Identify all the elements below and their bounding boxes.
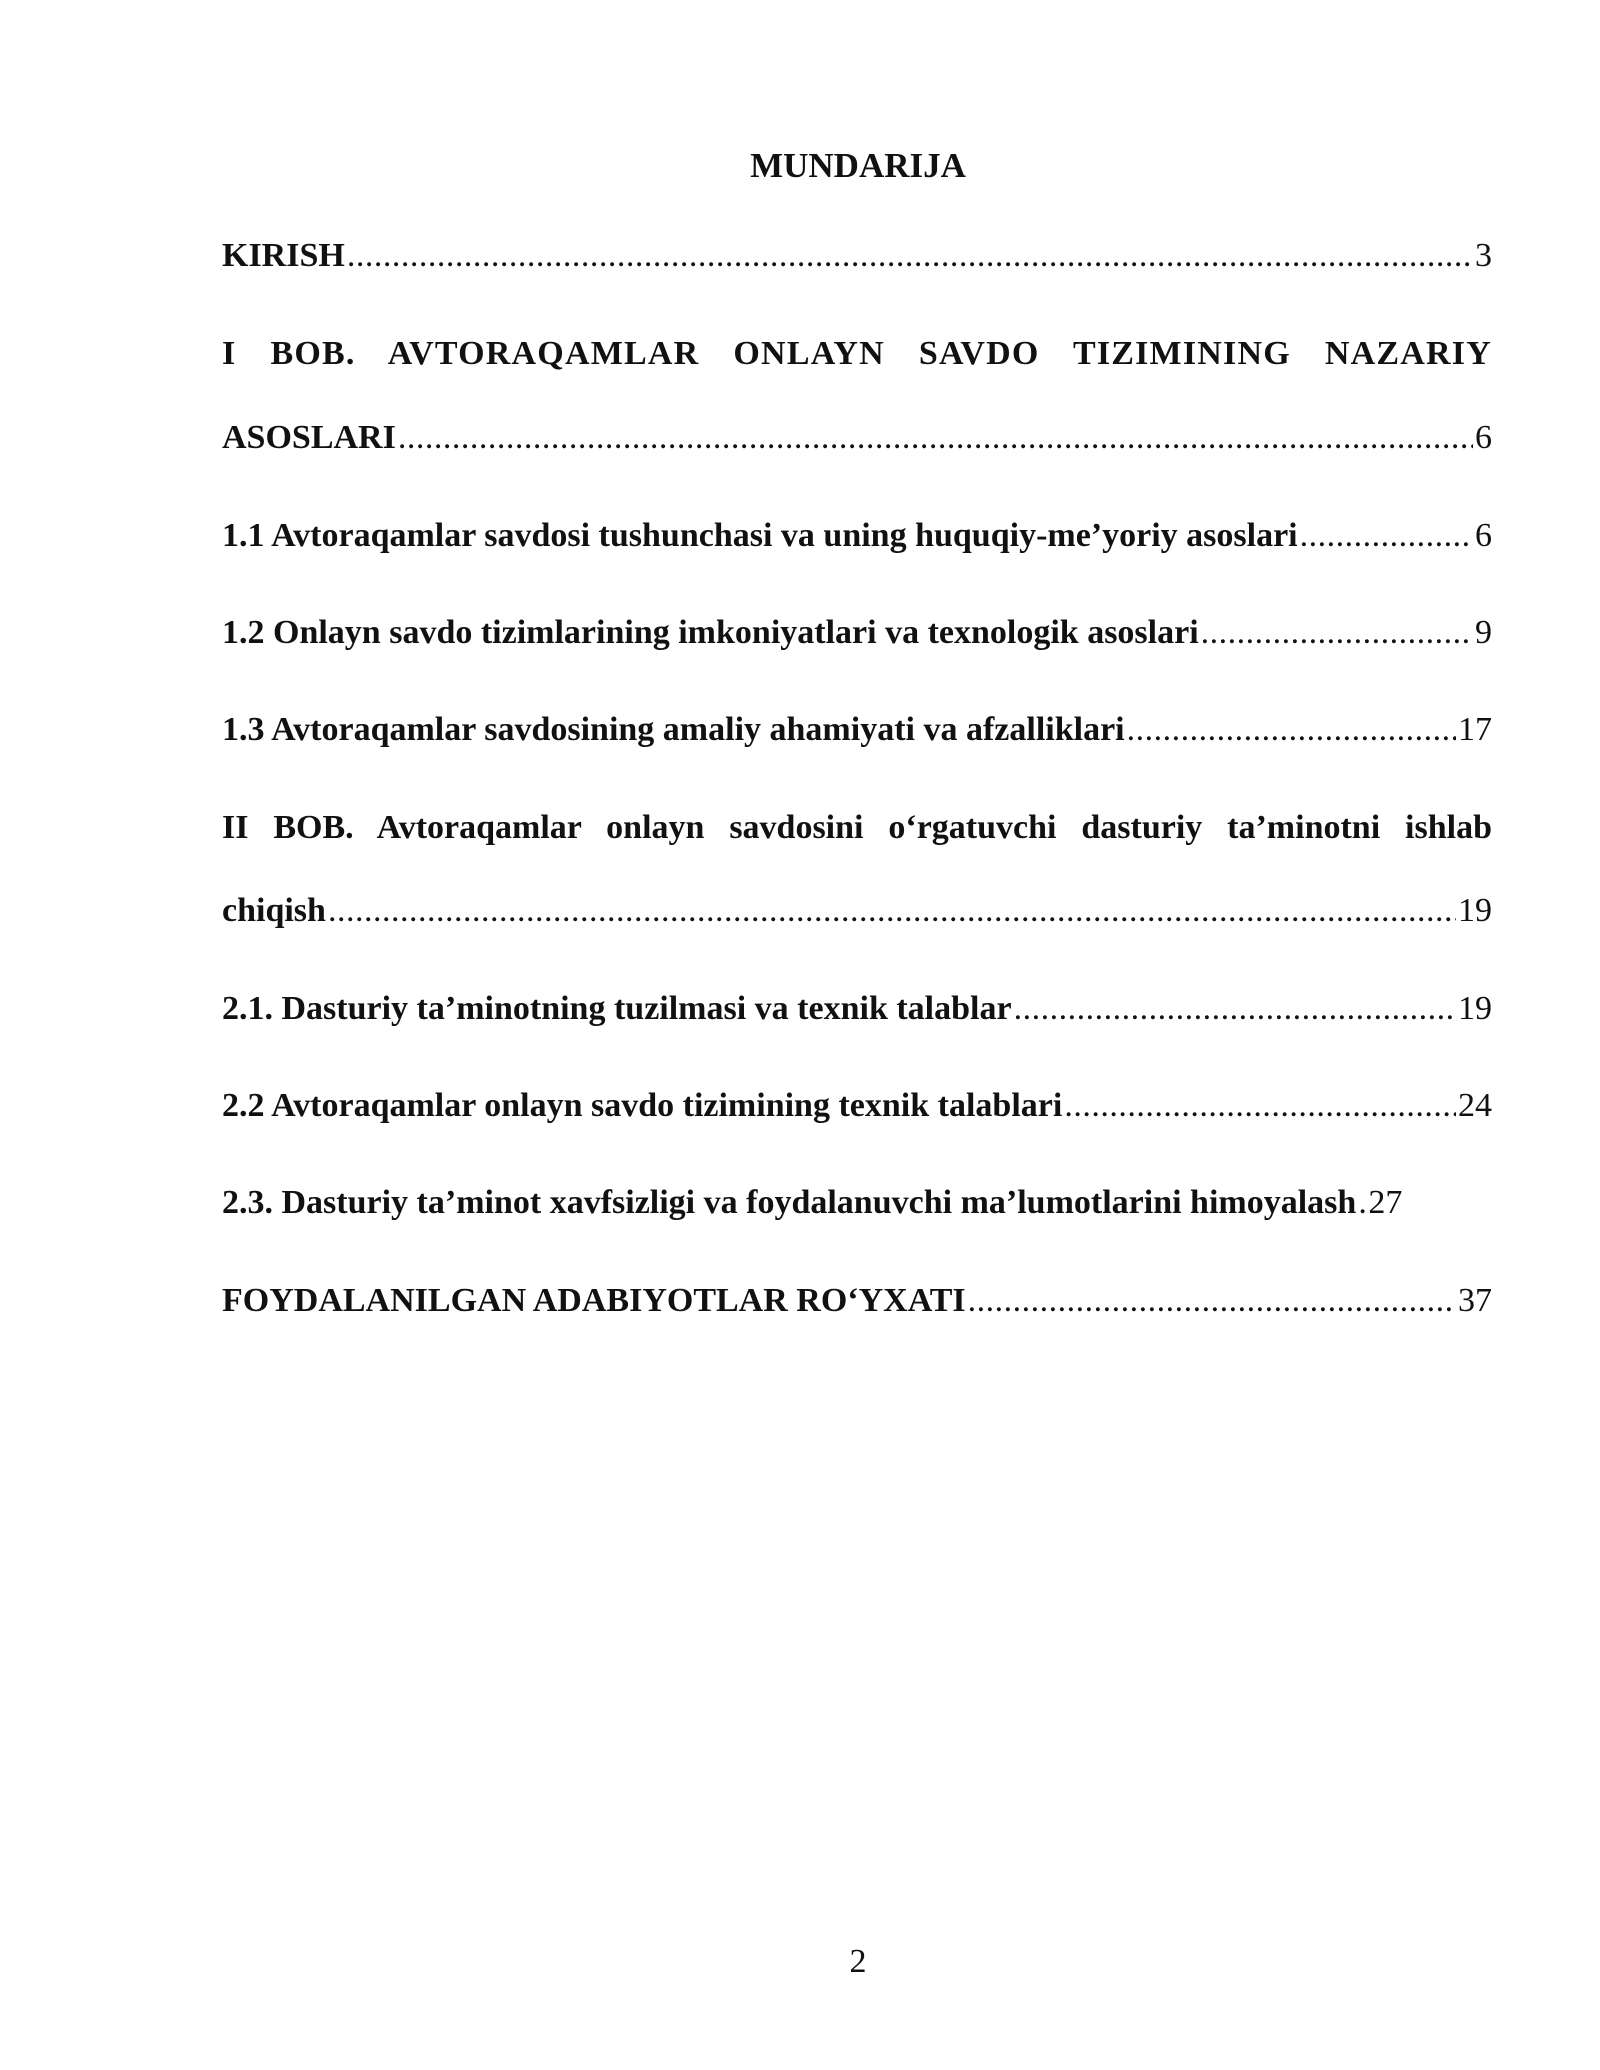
- toc-entry-text: 2.2 Avtoraqamlar onlayn savdo tizimining texnik talablari: [222, 1087, 1063, 1124]
- toc-entry-1-1[interactable]: [222, 514, 1492, 558]
- toc-entry-text: KIRISH: [222, 237, 345, 274]
- toc-entry-text: 1.1 Avtoraqamlar savdosi tushunchasi va uning huquqiy-me’yoriy asoslari: [222, 517, 1298, 554]
- toc-entry-chapter-2-line2[interactable]: [222, 889, 1492, 933]
- toc-page-number: 3: [1475, 237, 1492, 274]
- toc-entry-2-1[interactable]: [222, 987, 1492, 1031]
- toc-entry-chapter-1-line2[interactable]: [222, 416, 1492, 460]
- toc-entry-text: 1.2 Onlayn savdo tizimlarining imkoniyatlari va texnologik asoslari: [222, 614, 1199, 651]
- toc-entry-text: chiqish: [222, 892, 326, 929]
- toc-entry-1-3[interactable]: [222, 708, 1492, 752]
- page-number-footer: 2: [849, 1943, 867, 1980]
- toc-page-number: 37: [1458, 1282, 1492, 1319]
- toc-page-number: 6: [1475, 419, 1492, 456]
- dot-leader: [1300, 514, 1473, 558]
- dot-leader: [1358, 1181, 1366, 1225]
- toc-page-number: 24: [1458, 1087, 1492, 1124]
- toc-entry-chapter-1-line1[interactable]: [222, 332, 1492, 376]
- toc-page-number: 19: [1458, 990, 1492, 1027]
- toc-page-number: 9: [1475, 614, 1492, 651]
- toc-entry-references[interactable]: [222, 1279, 1492, 1323]
- toc-entry-kirish[interactable]: [222, 234, 1492, 278]
- toc-entry-chapter-2-line1[interactable]: [222, 806, 1492, 850]
- toc-entry-text: ASOSLARI: [222, 419, 396, 456]
- toc-entry-text: I BOB. AVTORAQAMLAR ONLAYN SAVDO TIZIMINING NAZARIY: [222, 335, 1492, 372]
- dot-leader: [1014, 987, 1456, 1031]
- dot-leader: [328, 889, 1456, 933]
- toc-page-number: 17: [1458, 711, 1492, 748]
- dot-leader: [347, 234, 1473, 278]
- toc-page-number: 19: [1458, 892, 1492, 929]
- toc-entry-2-2[interactable]: [222, 1084, 1492, 1128]
- dot-leader: [1127, 708, 1456, 752]
- toc-entry-text: 2.1. Dasturiy ta’minotning tuzilmasi va texnik talablar: [222, 990, 1012, 1027]
- dot-leader: [398, 416, 1473, 460]
- dot-leader: [968, 1279, 1456, 1323]
- page-title: MUNDARIJA: [750, 146, 966, 185]
- toc-entry-text: 1.3 Avtoraqamlar savdosining amaliy ahamiyati va afzalliklari: [222, 711, 1125, 748]
- toc-entry-2-3[interactable]: [222, 1181, 1492, 1225]
- toc-entry-text: FOYDALANILGAN ADABIYOTLAR RO‘YXATI: [222, 1282, 966, 1319]
- dot-leader: [1064, 1084, 1456, 1128]
- toc-page-number: 27: [1368, 1184, 1403, 1221]
- dot-leader: [1201, 611, 1473, 655]
- toc-entry-1-2[interactable]: [222, 611, 1492, 655]
- toc-page-number: 6: [1475, 517, 1492, 554]
- toc-entry-text: II BOB. Avtoraqamlar onlayn savdosini o‘rgatuvchi dasturiy ta’minotni ishlab: [222, 809, 1492, 846]
- toc-entry-text: 2.3. Dasturiy ta’minot xavfsizligi va foydalanuvchi ma’lumotlarini himoyalash: [222, 1184, 1357, 1221]
